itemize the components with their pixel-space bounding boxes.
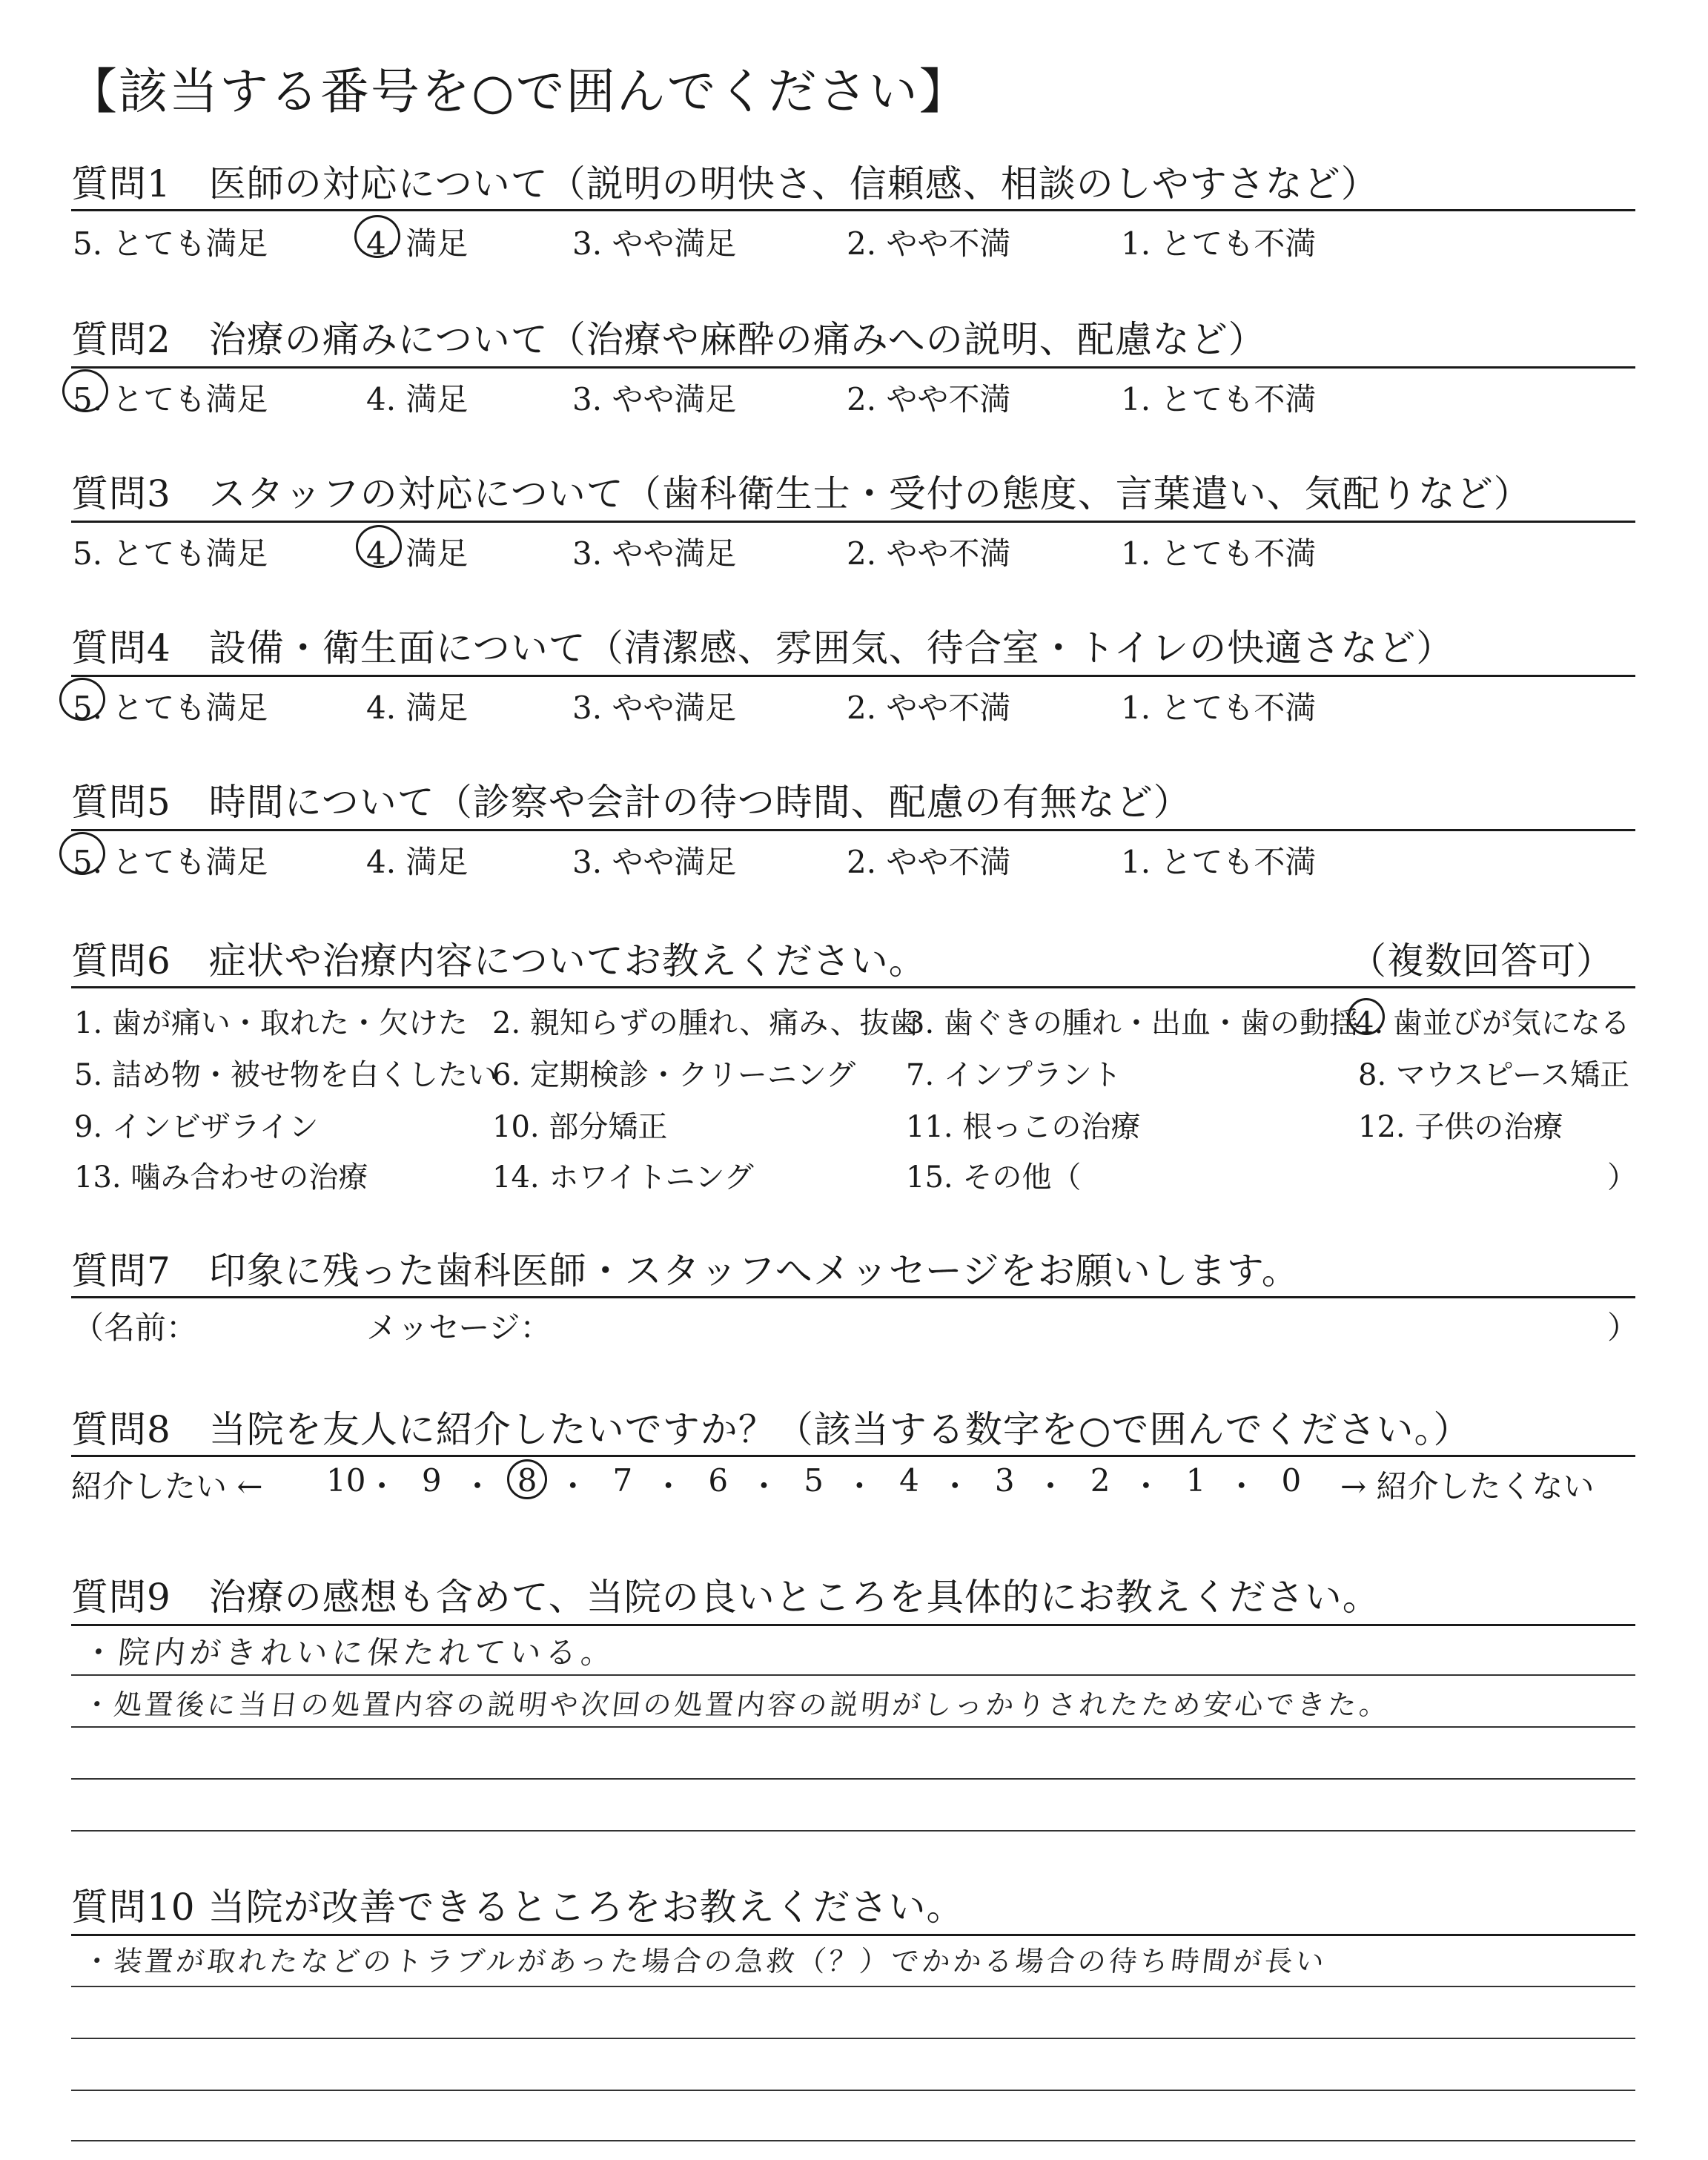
q8-separator: ・	[557, 1468, 589, 1505]
q1-option-4[interactable]: 4. 満足	[366, 225, 469, 262]
q4-option-2[interactable]: 2. やや不満	[847, 690, 1011, 726]
q3-option-1[interactable]: 1. とても不満	[1121, 535, 1317, 572]
q8-score-2[interactable]: 2	[1090, 1462, 1110, 1499]
q9-writing-line-4	[71, 1830, 1635, 1832]
q9-answer-line-1: ・院内がきれいに保たれている。	[81, 1634, 619, 1671]
q2-option-1[interactable]: 1. とても不満	[1121, 381, 1317, 417]
question-8-title: 質問8 当院を友人に紹介したいですか？（該当する数字を○で囲んでください。）	[71, 1408, 1472, 1451]
q1-selection-circle	[354, 215, 400, 258]
q10-answer-line-1: ・装置が取れたなどのトラブルがあった場合の急救（？）でかかる場合の待ち時間が長い	[81, 1945, 1329, 1978]
q6-option-8[interactable]: 8. マウスピース矯正	[1358, 1058, 1630, 1092]
q8-separator: ・	[748, 1468, 780, 1505]
q8-score-7[interactable]: 7	[612, 1462, 633, 1499]
q9-writing-line-1	[71, 1674, 1635, 1676]
question-4-rule	[71, 675, 1635, 677]
q6-option-6[interactable]: 6. 定期検診・クリーニング	[492, 1058, 856, 1092]
q1-option-1[interactable]: 1. とても不満	[1121, 225, 1317, 262]
q8-separator: ・	[652, 1468, 684, 1505]
question-7-title: 質問7 印象に残った歯科医師・スタッフへメッセージをお願いします。	[71, 1249, 1300, 1292]
question-3-title: 質問3 スタッフの対応について（歯科衛生士・受付の態度、言葉遣い、気配りなど）	[71, 472, 1532, 515]
q9-answer-line-2: ・処置後に当日の処置内容の説明や次回の処置内容の説明がしっかりされたため安心できた。	[81, 1688, 1392, 1721]
q8-selection-circle	[507, 1459, 547, 1499]
q6-option-1[interactable]: 1. 歯が痛い・取れた・欠けた	[74, 1006, 468, 1040]
form-title: 【該当する番号を○で囲んでください】	[68, 63, 970, 120]
question-2-rule	[71, 366, 1635, 369]
q8-separator: ・	[844, 1468, 875, 1505]
question-6-title: 質問6 症状や治療内容についてお教えください。	[71, 939, 927, 982]
q8-score-4[interactable]: 4	[899, 1462, 919, 1499]
q6-option-10[interactable]: 10. 部分矯正	[492, 1110, 668, 1144]
q8-scale	[326, 1462, 1320, 1507]
q2-option-4[interactable]: 4. 満足	[366, 381, 469, 417]
question-8-rule	[71, 1455, 1635, 1457]
q5-option-4[interactable]: 4. 満足	[366, 844, 469, 880]
q10-writing-line-2	[71, 2038, 1635, 2039]
q9-writing-line-2	[71, 1726, 1635, 1728]
question-1-title: 質問1 医師の対応について（説明の明快さ、信頼感、相談のしやすさなど）	[71, 162, 1379, 205]
q8-right-label: → 紹介したくない	[1340, 1468, 1595, 1505]
q8-score-3[interactable]: 3	[994, 1462, 1015, 1499]
q8-separator: ・	[1035, 1468, 1067, 1505]
question-2-title: 質問2 治療の痛みについて（治療や麻酔の痛みへの説明、配慮など）	[71, 318, 1266, 361]
question-6-multi-note: （複数回答可）	[1349, 939, 1614, 982]
q5-option-2[interactable]: 2. やや不満	[847, 844, 1011, 880]
q8-separator: ・	[1225, 1468, 1257, 1505]
q8-score-1[interactable]: 1	[1185, 1462, 1206, 1499]
q3-selection-circle	[356, 525, 402, 568]
q6-selection-circle	[1348, 998, 1385, 1035]
q2-option-2[interactable]: 2. やや不満	[847, 381, 1011, 417]
question-7-rule	[71, 1296, 1635, 1298]
question-9-title: 質問9 治療の感想も含めて、当院の良いところを具体的にお教えください。	[71, 1576, 1380, 1619]
q6-option-12[interactable]: 12. 子供の治療	[1358, 1110, 1563, 1144]
q8-left-label: 紹介したい ←	[71, 1468, 263, 1505]
question-10-title: 質問10 当院が改善できるところをお教えください。	[71, 1886, 964, 1929]
q10-writing-line-1	[71, 1986, 1635, 1987]
q4-option-1[interactable]: 1. とても不満	[1121, 690, 1317, 726]
question-5-title: 質問5 時間について（診察や会計の待つ時間、配慮の有無など）	[71, 781, 1191, 824]
q7-message-label: メッセージ：	[366, 1309, 552, 1346]
q6-option-14[interactable]: 14. ホワイトニング	[492, 1160, 754, 1195]
question-3-rule	[71, 521, 1635, 523]
q6-option-9[interactable]: 9. インビザライン	[74, 1110, 319, 1144]
q7-name-label: （名前：	[73, 1309, 198, 1346]
question-6-rule	[71, 986, 1635, 988]
q4-option-5[interactable]: 5. とても満足	[73, 690, 268, 726]
q1-option-3[interactable]: 3. やや満足	[572, 225, 737, 262]
q8-score-8[interactable]: 8	[517, 1462, 537, 1499]
q8-separator: ・	[939, 1468, 971, 1505]
q9-writing-line-3	[71, 1778, 1635, 1780]
q6-option-3[interactable]: 3. 歯ぐきの腫れ・出血・歯の動揺	[906, 1006, 1359, 1040]
q8-score-6[interactable]: 6	[708, 1462, 729, 1499]
q7-close-paren: ）	[1607, 1309, 1639, 1346]
q2-option-3[interactable]: 3. やや満足	[572, 381, 737, 417]
q3-option-2[interactable]: 2. やや不満	[847, 535, 1011, 572]
q5-option-1[interactable]: 1. とても不満	[1121, 844, 1317, 880]
q3-option-5[interactable]: 5. とても満足	[73, 535, 268, 572]
q8-score-0[interactable]: 0	[1281, 1462, 1302, 1499]
q8-score-9[interactable]: 9	[421, 1462, 442, 1499]
question-4-title: 質問4 設備・衛生面について（清潔感、雰囲気、待合室・トイレの快適さなど）	[71, 627, 1454, 670]
question-9-rule	[71, 1624, 1635, 1626]
q5-option-5[interactable]: 5. とても満足	[73, 844, 268, 880]
q8-score-10[interactable]: 10	[326, 1462, 366, 1499]
q6-other-close: ）	[1607, 1160, 1637, 1195]
q5-option-3[interactable]: 3. やや満足	[572, 844, 737, 880]
q4-option-3[interactable]: 3. やや満足	[572, 690, 737, 726]
q2-option-5[interactable]: 5. とても満足	[73, 381, 268, 417]
q3-option-3[interactable]: 3. やや満足	[572, 535, 737, 572]
q8-separator: ・	[1130, 1468, 1162, 1505]
question-5-rule	[71, 829, 1635, 831]
q8-score-5[interactable]: 5	[804, 1462, 824, 1499]
q6-option-11[interactable]: 11. 根っこの治療	[906, 1110, 1141, 1144]
q6-option-4[interactable]: 4. 歯並びが気になる	[1355, 1006, 1630, 1040]
q8-separator: ・	[366, 1468, 398, 1505]
q2-selection-circle	[62, 369, 108, 412]
q1-option-5[interactable]: 5. とても満足	[73, 225, 268, 262]
q10-writing-line-3	[71, 2090, 1635, 2091]
q10-writing-line-4	[71, 2140, 1635, 2141]
q3-option-4[interactable]: 4. 満足	[366, 535, 469, 572]
q6-option-2[interactable]: 2. 親知らずの腫れ、痛み、抜歯	[492, 1006, 919, 1040]
q8-separator: ・	[461, 1468, 493, 1505]
q6-option-15[interactable]: 15. その他（	[906, 1160, 1082, 1195]
question-10-rule	[71, 1934, 1635, 1936]
q6-option-13[interactable]: 13. 噛み合わせの治療	[74, 1160, 368, 1195]
q4-option-4[interactable]: 4. 満足	[366, 690, 469, 726]
q5-selection-circle	[59, 832, 105, 875]
q6-option-5[interactable]: 5. 詰め物・被せ物を白くしたい	[74, 1058, 497, 1092]
question-1-rule	[71, 209, 1635, 211]
q1-option-2[interactable]: 2. やや不満	[847, 225, 1011, 262]
q4-selection-circle	[59, 678, 105, 721]
q6-option-7[interactable]: 7. インプラント	[906, 1058, 1122, 1092]
